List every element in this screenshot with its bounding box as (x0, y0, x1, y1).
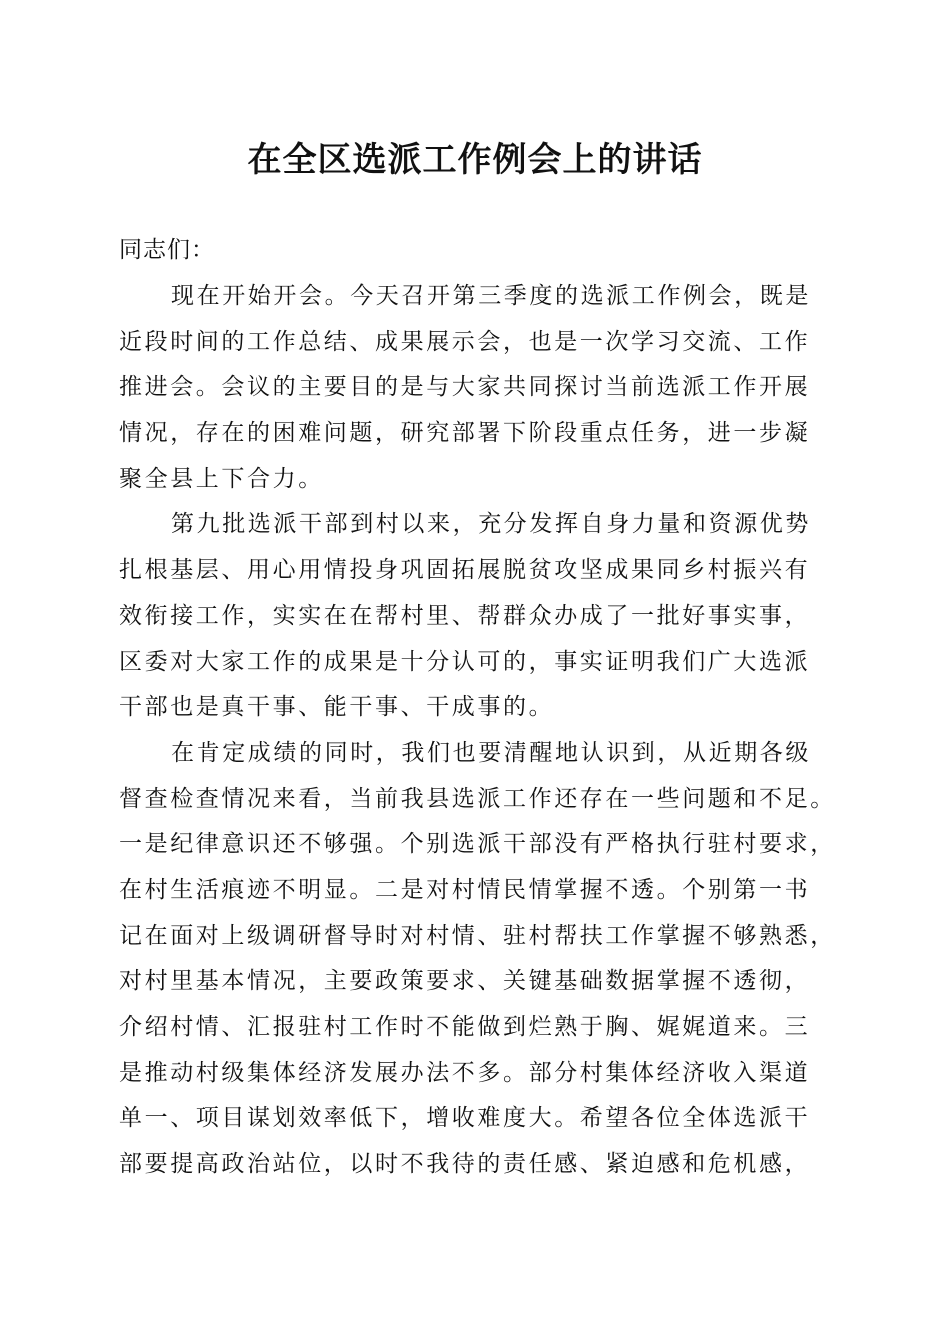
paragraph-line: 督查检查情况来看，当前我县选派工作还存在一些问题和不足。 (119, 785, 836, 812)
paragraph-line: 现在开始开会。今天召开第三季度的选派工作例会，既是 (171, 283, 811, 309)
paragraph-line: 干部也是真干事、能干事、干成事的。 (119, 694, 555, 721)
paragraph-line: 区委对大家工作的成果是十分认可的，事实证明我们广大选派 (119, 648, 811, 675)
paragraph-line: 在肯定成绩的同时，我们也要清醒地认识到，从近期各级 (171, 739, 811, 766)
paragraph-line: 介绍村情、汇报驻村工作时不能做到烂熟于胸、娓娓道来。三 (119, 1014, 811, 1040)
paragraph-line: 单一、项目谋划效率低下，增收难度大。希望各位全体选派干 (119, 1105, 811, 1132)
paragraph-line: 一是纪律意识还不够强。个别选派干部没有严格执行驻村要求， (119, 831, 836, 858)
paragraph-line: 部要提高政治站位，以时不我待的责任感、紧迫感和危机感， (119, 1151, 811, 1178)
paragraph-line: 效衔接工作，实实在在帮村里、帮群众办成了一批好事实事， (119, 602, 811, 629)
document-body (119, 274, 836, 1188)
paragraph-line: 是推动村级集体经济发展办法不多。部分村集体经济收入渠道 (119, 1059, 811, 1086)
paragraph-line: 扎根基层、用心用情投身巩固拓展脱贫攻坚成果同乡村振兴有 (119, 557, 811, 584)
document-title: 在全区选派工作例会上的讲话 (247, 140, 703, 180)
paragraph-line: 对村里基本情况，主要政策要求、关键基础数据掌握不透彻， (119, 968, 811, 995)
salutation: 同志们： (119, 237, 215, 263)
paragraph-line: 在村生活痕迹不明显。二是对村情民情掌握不透。个别第一书 (119, 876, 811, 903)
paragraph-line: 第九批选派干部到村以来，充分发挥自身力量和资源优势 (171, 511, 811, 538)
paragraph-line: 推进会。会议的主要目的是与大家共同探讨当前选派工作开展 (119, 374, 811, 401)
paragraph-line: 近段时间的工作总结、成果展示会，也是一次学习交流、工作 (119, 328, 811, 355)
paragraph-line: 记在面对上级调研督导时对村情、驻村帮扶工作掌握不够熟悉， (119, 922, 836, 949)
paragraph-line: 情况，存在的困难问题，研究部署下阶段重点任务，进一步凝 (119, 420, 811, 447)
paragraph-line: 聚全县上下合力。 (119, 465, 324, 492)
